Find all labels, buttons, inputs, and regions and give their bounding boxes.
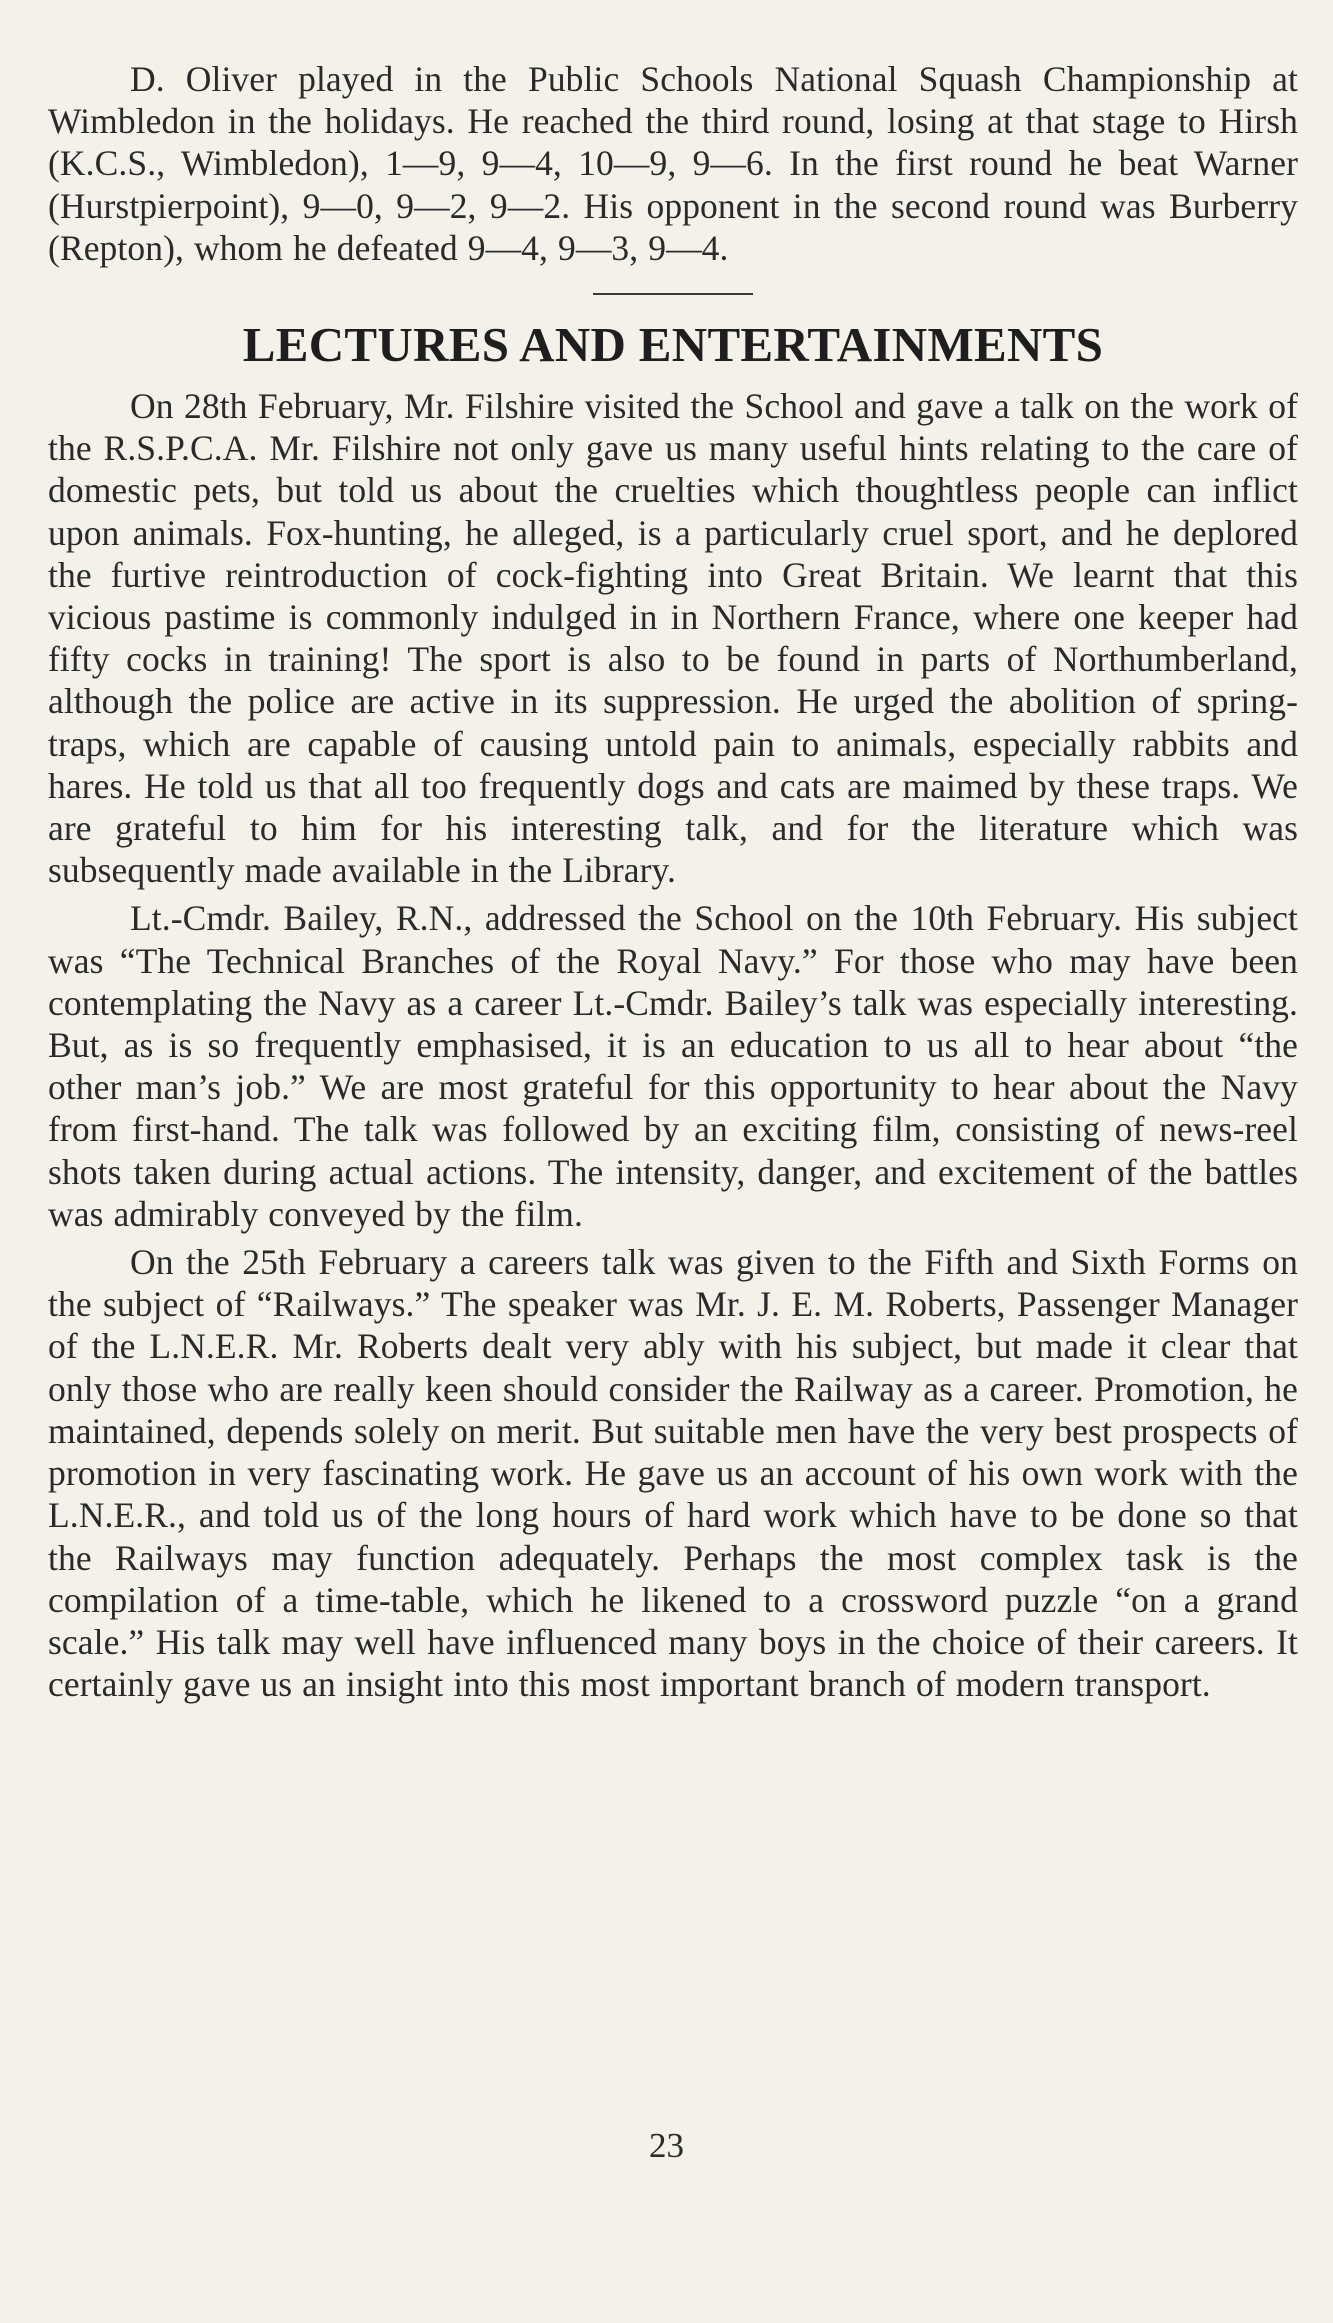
section-heading: LECTURES AND ENTERTAINMENTS (242, 317, 1104, 373)
section-divider (593, 293, 753, 295)
page-number: 23 (649, 2126, 684, 2165)
navy-talk-paragraph: Lt.-Cmdr. Bailey, R.N., addressed the School on the 10th February. His subject was “The Technical Branches of the Royal Navy.” For those who may have been contemplating the Navy as a career Lt.-Cmdr. Bailey’s talk was especially interesting. But, as is so frequently emphasised, it is an education to us all to hear about “the other man’s job.” We are most grateful for this opportunity to hear about the Navy from first-hand. The talk was followed by an exciting film, consisting of news-reel shots taken during actual actions. The intensity, danger, and excitement of the battles was admirably conveyed by the film. (48, 898, 1298, 1234)
document-page (48, 58, 1298, 1705)
railways-talk-paragraph: On the 25th February a careers talk was given to the Fifth and Sixth Forms on the subject of “Railways.” The speaker was Mr. J. E. M. Roberts, Passenger Manager of the L.N.E.R. Mr. Roberts dealt very ably with his subject, but made it clear that only those who are really keen should consider the Railway as a career. Promotion, he maintained, depends solely on merit. But suitable men have the very best prospects of promotion in very fascinating work. He gave us an account of his own work with the L.N.E.R., and told us of the long hours of hard work which have to be done so that the Railways may function adequately. Perhaps the most complex task is the compilation of a time-table, which he likened to a crossword puzzle “on a grand scale.” His talk may well have influenced many boys in the choice of their careers. It certainly gave us an insight into this most important branch of modern transport. (48, 1242, 1298, 1705)
squash-paragraph: D. Oliver played in the Public Schools National Squash Championship at Wimbledon in the holidays. He reached the third round, losing at that stage to Hirsh (K.C.S., Wimbledon), 1—9, 9—4, 10—9, 9—6. In the first round he beat Warner (Hurstpierpoint), 9—0, 9—2, 9—2. His opponent in the second round was Burberry (Repton), whom he defeated 9—4, 9—3, 9—4. (48, 59, 1298, 268)
rspca-talk-paragraph: On 28th February, Mr. Filshire visited the School and gave a talk on the work of the R.S.P.C.A. Mr. Filshire not only gave us many useful hints relating to the care of domestic pets, but told us about the cruelties which thoughtless people can inflict upon animals. Fox-hunting, he alleged, is a particularly cruel sport, and he deplored the furtive reintroduction of cock-fighting into Great Britain. We learnt that this vicious pastime is commonly indulged in in Northern France, where one keeper had fifty cocks in training! The sport is also to be found in parts of Northumberland, although the police are active in its suppression. He urged the abolition of spring-traps, which are capable of causing untold pain to animals, especially rabbits and hares. He told us that all too frequently dogs and cats are maimed by these traps. We are grateful to him for his interesting talk, and for the literature which was subsequently made available in the Library. (48, 386, 1298, 891)
